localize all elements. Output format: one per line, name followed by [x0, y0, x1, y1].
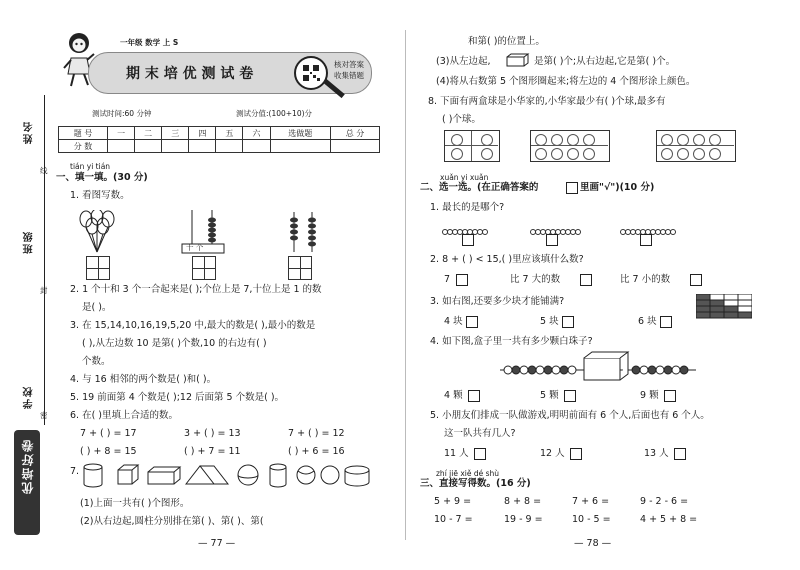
table-row: 分 数: [59, 140, 380, 153]
choice-question-2: 2. 8 + ( ) < 15,( )里应该填什么数?: [430, 254, 584, 265]
equation: 7 + 6 =: [572, 496, 610, 507]
seal-mark: 封: [40, 286, 48, 295]
answer-checkbox[interactable]: [456, 274, 468, 286]
question-2: 2. 1 个十和 3 个一合起来是( );个位上是 7,十位上是 1 的数: [70, 284, 322, 295]
question-3-cont2: 个数。: [82, 356, 111, 367]
bead-box-icon: [498, 350, 698, 384]
balloons-icon: [76, 210, 120, 254]
answer-checkbox[interactable]: [462, 234, 474, 246]
answer-grid-1[interactable]: [86, 256, 110, 280]
question-4: 4. 与 16 相邻的两个数是( )和( )。: [70, 374, 217, 385]
qr-code-icon[interactable]: [294, 56, 328, 90]
choice-question-5-cont: 这一队共有几人?: [444, 428, 516, 439]
shapes-row: [82, 462, 372, 490]
question-7-4: (4)将从右数第 5 个图形圈起来;将左边的 4 个图形涂上颜色。: [436, 76, 696, 87]
equation: ( ) + 7 = 11: [184, 446, 241, 457]
section2-pinyin: xuǎn yi xuǎn: [440, 173, 489, 182]
equation: 9 - 2 - 6 =: [640, 496, 689, 507]
table-row: 题 号 一 二 三 四 五 六 选做题 总 分: [59, 127, 380, 140]
option-label: 12 人: [540, 448, 565, 459]
option-label: 4 块: [444, 316, 463, 327]
score-table: [58, 126, 380, 153]
choice-question-3: 3. 如右图,还要多少块才能铺满?: [430, 296, 565, 307]
question-7-2-cont: 和第( )的位置上。: [468, 36, 545, 47]
brand-logo: 优培好卷: [14, 430, 40, 535]
choice-question-1: 1. 最长的是哪个?: [430, 202, 505, 213]
equation: 8 + 8 =: [504, 496, 542, 507]
secret-mark: 密: [40, 411, 48, 420]
answer-checkbox[interactable]: [564, 390, 576, 402]
equation: 19 - 9 =: [504, 514, 543, 525]
option-label: 比 7 大的数: [510, 274, 561, 285]
test-time: 测试时间:60 分钟: [92, 109, 152, 118]
answer-checkbox[interactable]: [468, 390, 480, 402]
choice-question-5: 5. 小朋友们排成一队做游戏,明明前面有 6 个人,后面也有 6 个人。: [430, 410, 710, 421]
option-label: 4 颗: [444, 390, 463, 401]
qr-caption-1: 核对答案: [334, 60, 364, 69]
question-7-1: (1)上面一共有( )个图形。: [80, 498, 190, 509]
question-3: 3. 在 15,14,10,16,19,5,20 中,最大的数是( ),最小的数是: [70, 320, 316, 331]
page-number-right: — 78 —: [574, 538, 612, 549]
abacus-labels: 十 个: [186, 243, 204, 252]
answer-checkbox[interactable]: [664, 390, 676, 402]
counting-beads-icon: [284, 210, 324, 254]
option-label: 9 颗: [640, 390, 659, 401]
cut-line-mark: 线: [40, 166, 48, 175]
equation: ( ) + 8 = 15: [80, 446, 137, 457]
option-label: 6 块: [638, 316, 657, 327]
equation: 5 + 9 =: [434, 496, 472, 507]
option-label: 11 人: [444, 448, 469, 459]
question-7-2: (2)从右边起,圆柱分别排在第( )、第( )、第(: [80, 516, 264, 527]
equation: 10 - 7 =: [434, 514, 473, 525]
question-7-3-cont: 是第( )个;从右边起,它是第( )个。: [534, 56, 676, 67]
question-8-cont: ( )个球。: [442, 114, 481, 125]
section3-pinyin: zhí jiē xiě dé shù: [436, 469, 500, 478]
question-7: 7.: [70, 466, 80, 477]
option-label: 5 块: [540, 316, 559, 327]
answer-checkbox[interactable]: [466, 316, 478, 328]
question-1: 1. 看图写数。: [70, 190, 130, 201]
qr-caption-2: 收集错题: [334, 71, 364, 80]
equation: 10 - 5 =: [572, 514, 611, 525]
page-number-left: — 77 —: [198, 538, 236, 549]
cuboid-icon: [506, 52, 530, 66]
equation: 3 + ( ) = 13: [184, 428, 241, 439]
exam-title: 期 末 培 优 测 试 卷: [126, 66, 254, 82]
option-label: 13 人: [644, 448, 669, 459]
checkbox-sample: [566, 182, 578, 194]
question-6: 6. 在( )里填上合适的数。: [70, 410, 179, 421]
equation: 7 + ( ) = 17: [80, 428, 137, 439]
answer-checkbox[interactable]: [674, 448, 686, 460]
ball-box-1: [444, 130, 500, 162]
question-7-3: (3)从左边起,: [436, 56, 491, 67]
option-label: 比 7 小的数: [620, 274, 671, 285]
answer-grid-3[interactable]: [288, 256, 312, 280]
equation: ( ) + 6 = 16: [288, 446, 345, 457]
page-divider: [405, 30, 406, 540]
answer-checkbox[interactable]: [580, 274, 592, 286]
question-5: 5. 19 前面第 4 个数是( );12 后面第 5 个数是( )。: [70, 392, 285, 403]
equation: 7 + ( ) = 12: [288, 428, 345, 439]
tile-staircase-icon: [696, 294, 752, 320]
question-8: 8. 下面有两盒球是小华家的,小华家最少有( )个球,最多有: [428, 96, 666, 107]
answer-checkbox[interactable]: [690, 274, 702, 286]
answer-checkbox[interactable]: [546, 234, 558, 246]
section2-title: 二、选一选。(在正确答案的: [420, 182, 539, 193]
answer-grid-2[interactable]: [192, 256, 216, 280]
answer-checkbox[interactable]: [562, 316, 574, 328]
school-label: 学校: [24, 385, 35, 409]
answer-checkbox[interactable]: [640, 234, 652, 246]
class-label: 班级: [24, 230, 35, 254]
answer-checkbox[interactable]: [660, 316, 672, 328]
option-label: 7: [444, 274, 451, 285]
question-2-cont: 是( )。: [82, 302, 112, 313]
grade-subject: 一年级 数学 上 S: [120, 38, 179, 47]
equation: 4 + 5 + 8 =: [640, 514, 698, 525]
section2-title-cont: 里画"√")(10 分): [580, 182, 655, 193]
binding-line: [44, 95, 45, 425]
ball-box-3: [656, 130, 736, 162]
choice-question-4: 4. 如下图,盒子里一共有多少颗白珠子?: [430, 336, 593, 347]
section3-title: 三、直接写得数。(16 分): [420, 478, 531, 489]
test-score: 测试分值:(100+10)分: [236, 109, 313, 118]
section1-title: 一、填一填。(30 分): [56, 172, 148, 183]
name-label: 姓名: [24, 120, 35, 144]
answer-checkbox[interactable]: [474, 448, 486, 460]
option-label: 5 颗: [540, 390, 559, 401]
question-3-cont: ( ),从左边数 10 是第( )个数,10 的右边有( ): [82, 338, 267, 349]
section1-pinyin: tián yi tián: [70, 162, 111, 171]
answer-checkbox[interactable]: [570, 448, 582, 460]
ball-box-2: [530, 130, 610, 162]
